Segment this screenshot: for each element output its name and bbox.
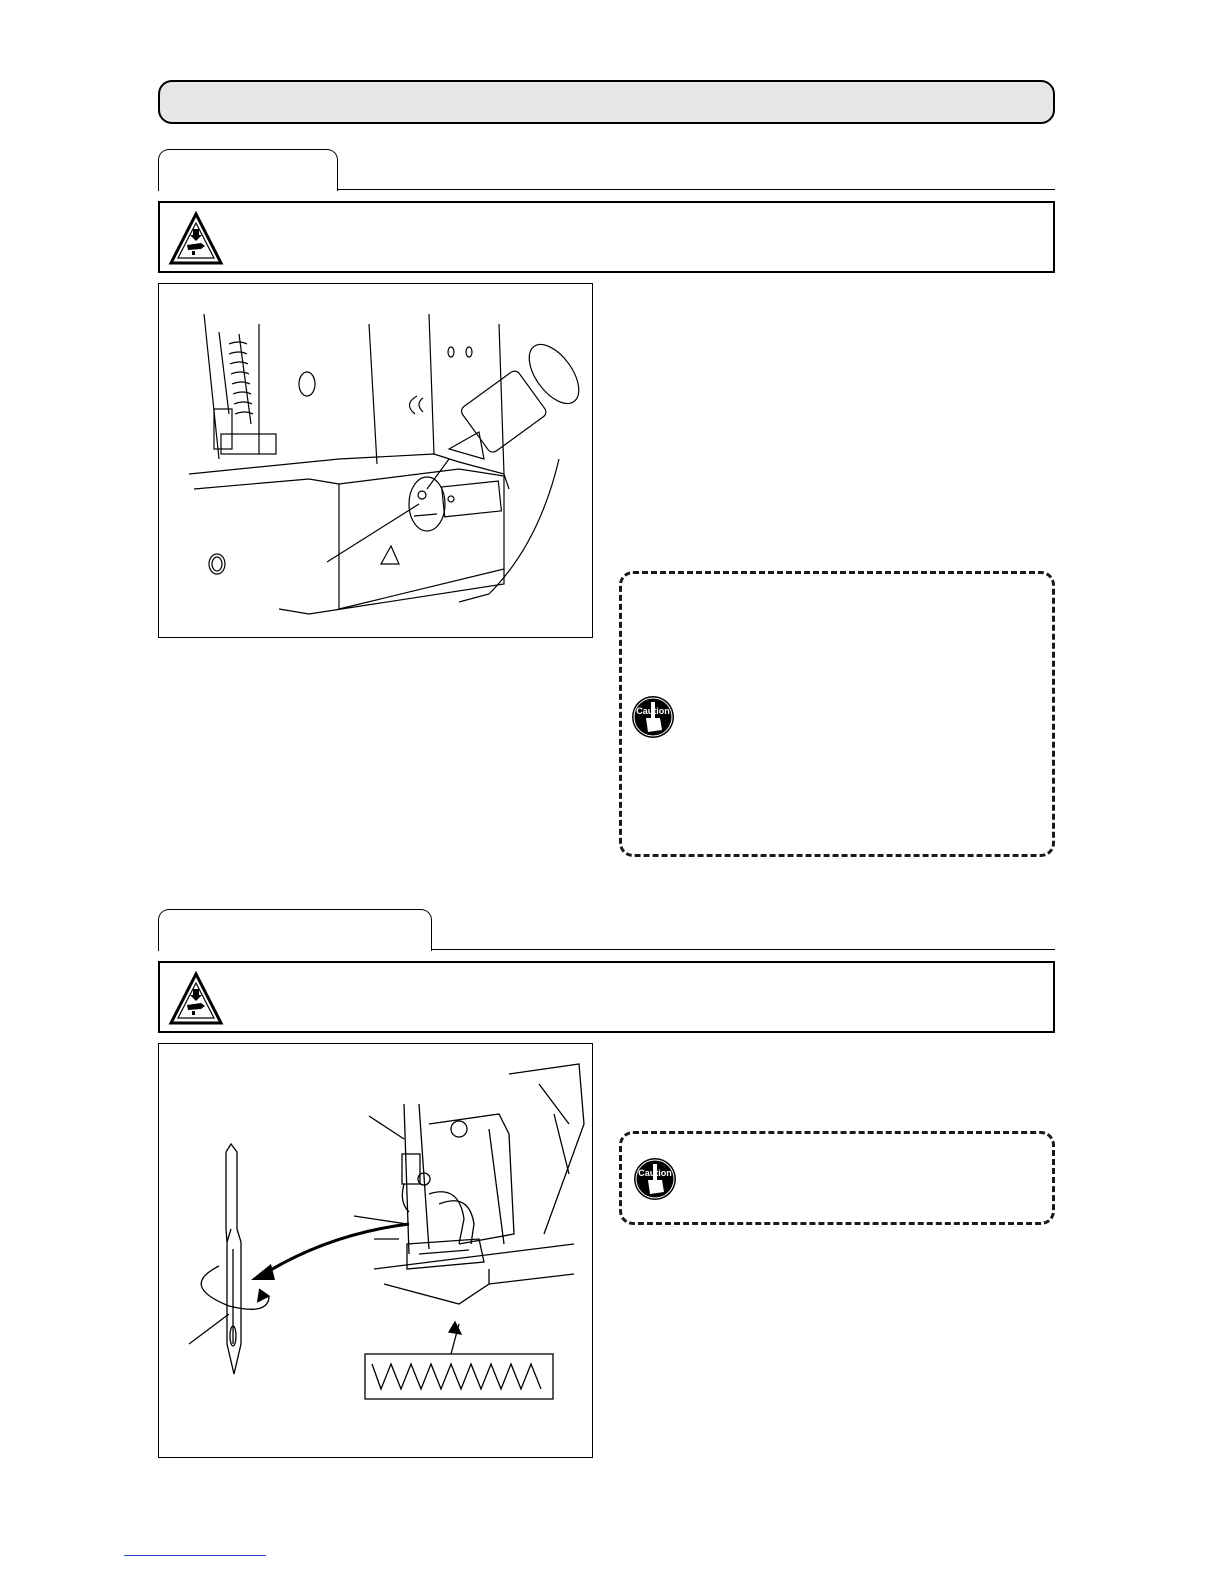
section-2-figure — [158, 1043, 593, 1458]
hand-crush-hazard-icon — [168, 971, 224, 1027]
section-1-heading-tab — [158, 149, 338, 191]
section-1-rule — [337, 189, 1055, 190]
caution-label: Caution — [636, 706, 670, 716]
caution-hand-icon — [632, 1156, 678, 1202]
section-1-caution-box — [619, 571, 1055, 857]
section-2-heading-tab — [158, 909, 432, 951]
section-2-caution-box — [619, 1131, 1055, 1225]
footer-link-underline — [124, 1555, 266, 1556]
caution-hand-icon — [630, 694, 676, 740]
hand-crush-hazard-icon — [168, 211, 224, 267]
oiling-illustration — [159, 284, 594, 639]
needle-replacement-illustration — [159, 1044, 594, 1459]
chapter-title-bar — [158, 80, 1055, 124]
section-2-warning-box — [158, 961, 1055, 1033]
section-1-warning-box — [158, 201, 1055, 273]
caution-label: Caution — [638, 1168, 672, 1178]
section-1-figure — [158, 283, 593, 638]
section-2-rule — [431, 949, 1055, 950]
